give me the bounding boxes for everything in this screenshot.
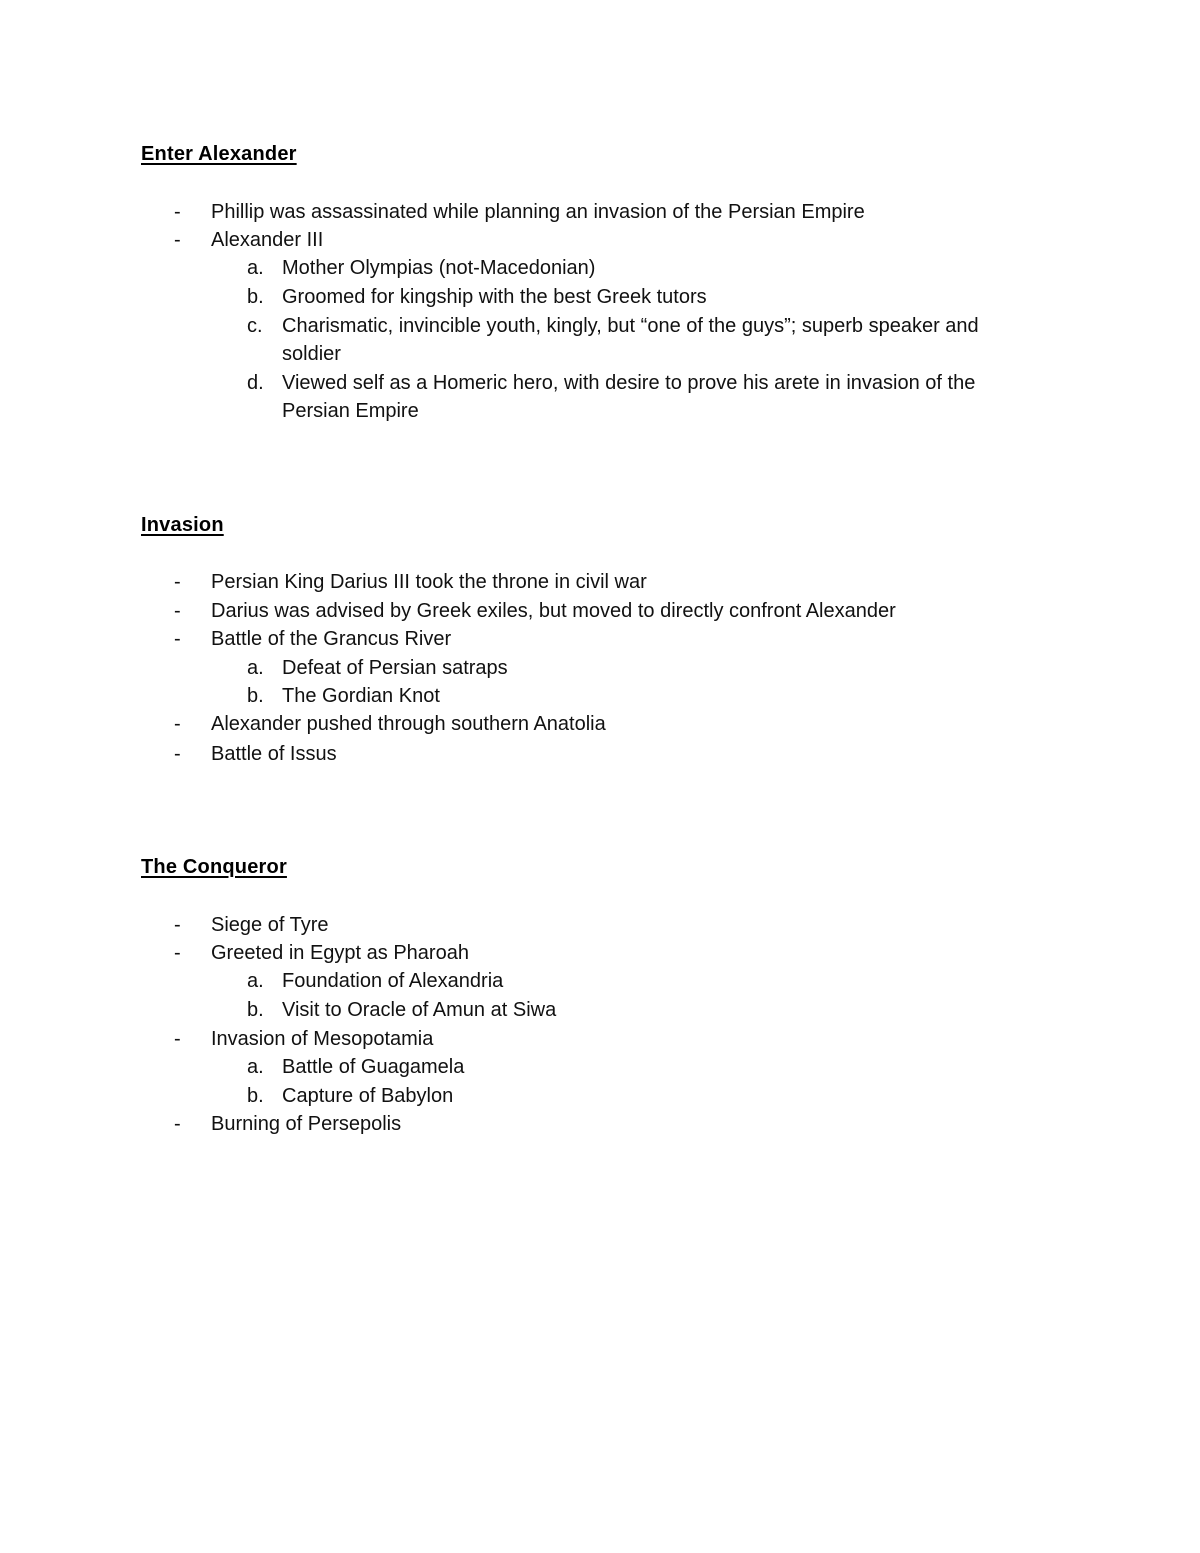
sublist-marker: d. xyxy=(247,372,264,394)
list-item: Burning of Persepolis xyxy=(211,1113,402,1135)
section-heading-enter-alexander: Enter Alexander xyxy=(141,143,297,165)
list-item: Siege of Tyre xyxy=(211,914,329,936)
sublist-marker: b. xyxy=(247,286,264,308)
sublist-item: Charismatic, invincible youth, kingly, but “one of the guys”; superb speaker and xyxy=(282,315,979,337)
sublist-marker: b. xyxy=(247,685,264,707)
list-item: Alexander pushed through southern Anatolia xyxy=(211,713,606,735)
sublist-item: Visit to Oracle of Amun at Siwa xyxy=(282,999,557,1021)
sublist-marker: a. xyxy=(247,257,264,279)
sublist-item: Battle of Guagamela xyxy=(282,1056,465,1078)
sublist-marker: c. xyxy=(247,315,263,337)
list-item: Alexander III xyxy=(211,229,324,251)
list-bullet: - xyxy=(174,1113,181,1135)
list-bullet: - xyxy=(174,628,181,650)
sublist-marker: b. xyxy=(247,999,264,1021)
sublist-item: Defeat of Persian satraps xyxy=(282,657,508,679)
list-bullet: - xyxy=(174,229,181,251)
list-item: Battle of Issus xyxy=(211,743,337,765)
sublist-item: Groomed for kingship with the best Greek tutors xyxy=(282,286,707,308)
list-item: Greeted in Egypt as Pharoah xyxy=(211,942,469,964)
sublist-marker: b. xyxy=(247,1085,264,1107)
sublist-item-continuation: Persian Empire xyxy=(282,400,419,422)
list-bullet: - xyxy=(174,914,181,936)
list-bullet: - xyxy=(174,600,181,622)
sublist-marker: a. xyxy=(247,1056,264,1078)
list-bullet: - xyxy=(174,743,181,765)
list-bullet: - xyxy=(174,942,181,964)
list-item: Invasion of Mesopotamia xyxy=(211,1028,434,1050)
sublist-marker: a. xyxy=(247,970,264,992)
list-bullet: - xyxy=(174,1028,181,1050)
sublist-item: Viewed self as a Homeric hero, with desire to prove his arete in invasion of the xyxy=(282,372,976,394)
sublist-item: Mother Olympias (not-Macedonian) xyxy=(282,257,596,279)
section-heading-the-conqueror: The Conqueror xyxy=(141,856,287,878)
sublist-item: The Gordian Knot xyxy=(282,685,440,707)
list-item: Battle of the Grancus River xyxy=(211,628,452,650)
list-bullet: - xyxy=(174,201,181,223)
list-bullet: - xyxy=(174,571,181,593)
section-heading-invasion: Invasion xyxy=(141,514,224,536)
sublist-item-continuation: soldier xyxy=(282,343,341,365)
list-bullet: - xyxy=(174,713,181,735)
list-item: Phillip was assassinated while planning an invasion of the Persian Empire xyxy=(211,201,865,223)
sublist-marker: a. xyxy=(247,657,264,679)
sublist-item: Capture of Babylon xyxy=(282,1085,454,1107)
list-item: Darius was advised by Greek exiles, but moved to directly confront Alexander xyxy=(211,600,896,622)
list-item: Persian King Darius III took the throne in civil war xyxy=(211,571,647,593)
sublist-item: Foundation of Alexandria xyxy=(282,970,504,992)
